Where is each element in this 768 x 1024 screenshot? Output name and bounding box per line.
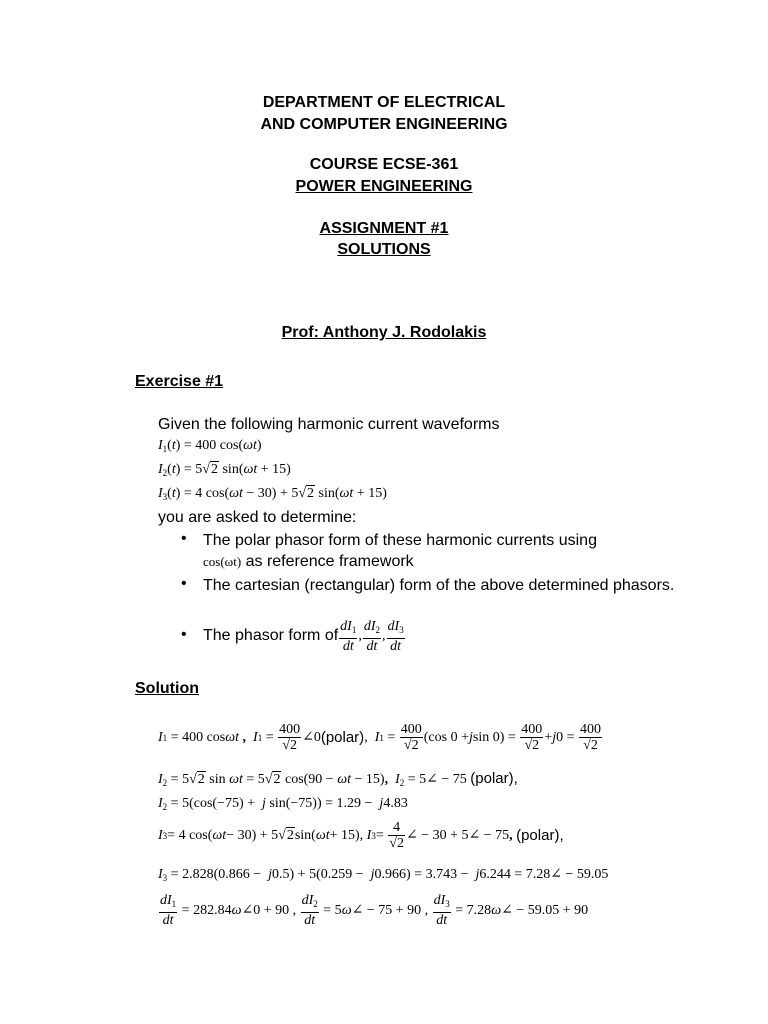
solution-i3-rect: $I_3 = 2.828(0.866 - j0.5) + 5(0.259 - j0.966) = 3.743 - j6.244$ = 7.28∠ − 59.05 [158, 867, 609, 883]
equation-i3: $I_3(t) = 4$ cos(ωt − 30) + 5√2 sin(ωt + 15) [158, 486, 387, 502]
cos-reference: cos(ωt) [203, 554, 242, 569]
solution-heading: Solution [135, 680, 199, 697]
bullet-dot: • [181, 575, 187, 592]
course-code: COURSE ECSE-361 [309, 156, 459, 173]
solution-i1: I 1 = 400 cos ωt , I 1 = $\frac{400}{√2}$ ∠0 (polar) , I 1 = $\frac{400}{√2}$ (cos 0 + j sin 0) = $\frac{400}{√2}$ + j 0 = $\frac{400}{√2}$ [158, 722, 601, 753]
polar-label: (polar) [320, 728, 365, 746]
assignment-title: ASSIGNMENT #1 [319, 220, 449, 237]
bullet-3-text: The phasor form of [203, 627, 339, 644]
bullet-1-continued [203, 551, 680, 572]
department-line-1: DEPARTMENT OF ELECTRICAL [262, 94, 506, 111]
solutions-title: SOLUTIONS [337, 241, 431, 258]
solution-i2: $I_2 = 5√2$ sin ωt = 5√2 cos(90 − ωt − 15), $I_2$ = 5∠ − 75 (polar), [158, 770, 518, 788]
bullet-1-tail: as reference framework [241, 553, 414, 570]
solution-derivatives: $\frac{dI_1}{dt}$ = 282.84 ω ∠0 + 90 , $\frac{dI_2}{dt}$ = 5 ω ∠ − 75 + 90 , $\frac{dI_3}{dt}$ = 7.28 ω ∠ − 59.05 + 90 [160, 893, 589, 928]
solution-i2-rect: $I_2 = 5(\cos(-75) + j$ sin(−75)) = 1.29 − j4.83 [158, 796, 408, 812]
bullet-dot: • [181, 530, 187, 547]
exercise-heading: Exercise #1 [135, 373, 224, 390]
polar-label-3: (polar), [516, 826, 564, 844]
equation-i1: $I_1(t) = 400$ cos(ωt) [158, 438, 262, 454]
derivative-list: $\frac{dI_1}{dt}$ , $\frac{dI_2}{dt}$ , $\frac{dI_3}{dt}$ [340, 618, 404, 654]
equation-i2: $I_2(t) = 5√2$ sin(ωt + 15) [158, 462, 291, 478]
bullet-1-text: The polar phasor form of these harmonic currents using [203, 532, 597, 549]
asked-text: you are asked to determine: [158, 509, 357, 526]
course-title: POWER ENGINEERING [295, 178, 473, 195]
polar-label-2: (polar), [470, 770, 518, 787]
bullet-dot: • [181, 626, 187, 643]
exercise-intro: Given the following harmonic current waveforms [158, 416, 500, 433]
bullet-1 [203, 530, 680, 551]
bullet-2: The cartesian (rectangular) form of the above determined phasors. [203, 577, 675, 594]
department-line-2: AND COMPUTER ENGINEERING [260, 116, 508, 133]
solution-i3: I 3 = 4 cos( ωt − 30) + 5 √2 sin( ωt + 15), I 3 = $\frac{4}{√2}$ ∠ − 30 + 5∠ − 75 , (polar), [158, 820, 564, 851]
bullet-3 [203, 616, 680, 656]
professor-name: Prof: Anthony J. Rodolakis [281, 324, 487, 341]
